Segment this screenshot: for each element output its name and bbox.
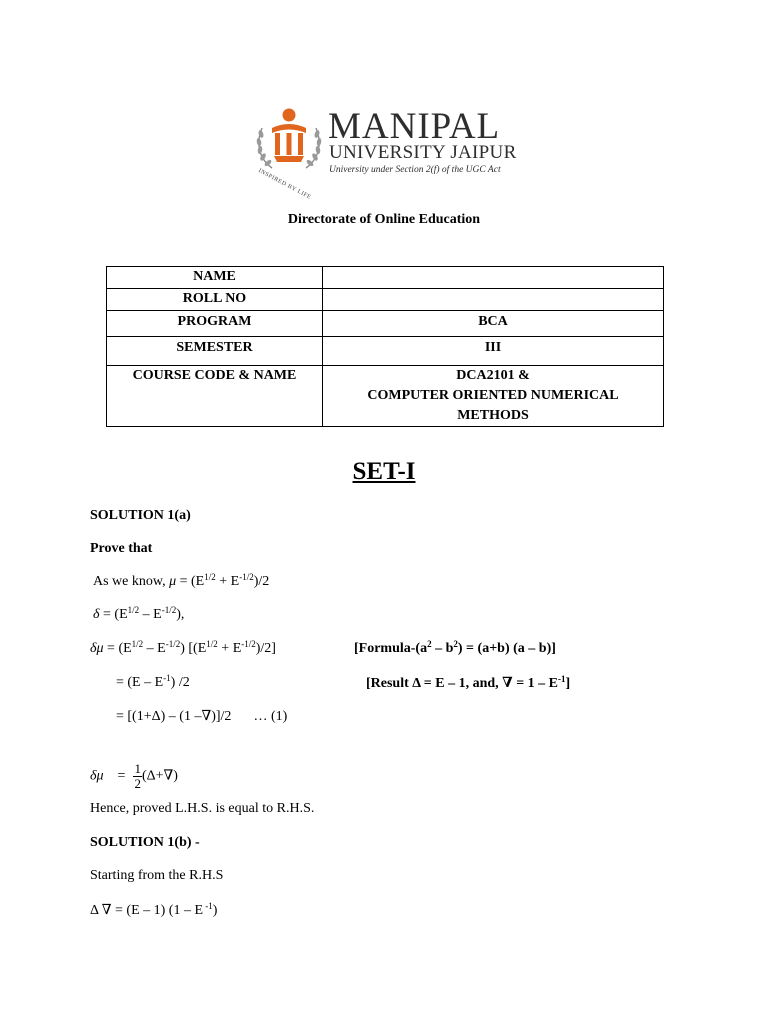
logo-motto: INSPIRED BY LIFE [257,168,312,201]
equation-delta-mu: $\delta\mu = (E^{1/2} - E^{-1/2}) [(E^{1/2} + E^{-1/2})/2]$ [90,639,276,656]
prove-that: Prove that [90,541,153,556]
program-label: PROGRAM [107,311,323,337]
equation-mu: As we know, $\mu = (E^{1/2} + E^{-1/2})/2$ [93,572,270,589]
equation-delta: $\delta = (E^{1/2} - E^{-1/2})$, [93,605,185,622]
name-value [323,267,664,289]
semester-label: SEMESTER [107,337,323,366]
solution-1a-heading: SOLUTION 1(a) [90,508,191,523]
table-row [107,311,664,337]
semester-value: III [323,337,664,366]
table-row [107,366,664,427]
manipal-logo [252,106,524,201]
roll-no-label: ROLL NO [107,289,323,311]
starting-rhs: Starting from the R.H.S [90,868,224,883]
equation-delta-nabla: Δ ∇ = (E – 1) (1 – E $^{-1}$) [90,901,218,918]
equation-step-3: = [(1+Δ) – (1 –∇)]/2 … (1) [116,709,288,724]
logo-university: UNIVERSITY JAIPUR [329,142,517,163]
course-name-line2: METHODS [457,408,529,423]
program-value: BCA [323,311,664,337]
logo-tagline: University under Section 2(f) of the UGC Act [329,165,501,175]
directorate-title: Directorate of Online Education [287,212,481,227]
course-label: COURSE CODE & NAME [107,366,323,427]
table-row [107,337,664,366]
name-label: NAME [107,267,323,289]
hence-proved: Hence, proved L.H.S. is equal to R.H.S. [90,801,315,816]
course-name-line1: COMPUTER ORIENTED NUMERICAL [367,388,619,403]
equation-fraction: δμ = $\frac{1}{2}$ (Δ+∇) [90,761,178,791]
formula-note: [$Formula-(a^2 - b^2) = (a+b)$ (a – b)] [354,639,556,656]
table-row [107,289,664,311]
roll-no-value [323,289,664,311]
table-row [107,267,664,289]
logo-brand: MANIPAL [328,106,501,147]
result-note: [Result Δ = E – 1, and, ∇ = $1 - E^{-1}$] [366,674,571,691]
equation-step-2: = $(E - E^{-1})$ /2 [116,673,190,690]
student-info-table [106,266,664,427]
solution-1b-heading: SOLUTION 1(b) - [90,835,200,850]
course-value [323,366,664,427]
course-code: DCA2101 & [456,368,530,383]
set-title: SET-I [352,458,416,485]
fraction-one-half: $\frac{1}{2}$ [134,761,141,791]
